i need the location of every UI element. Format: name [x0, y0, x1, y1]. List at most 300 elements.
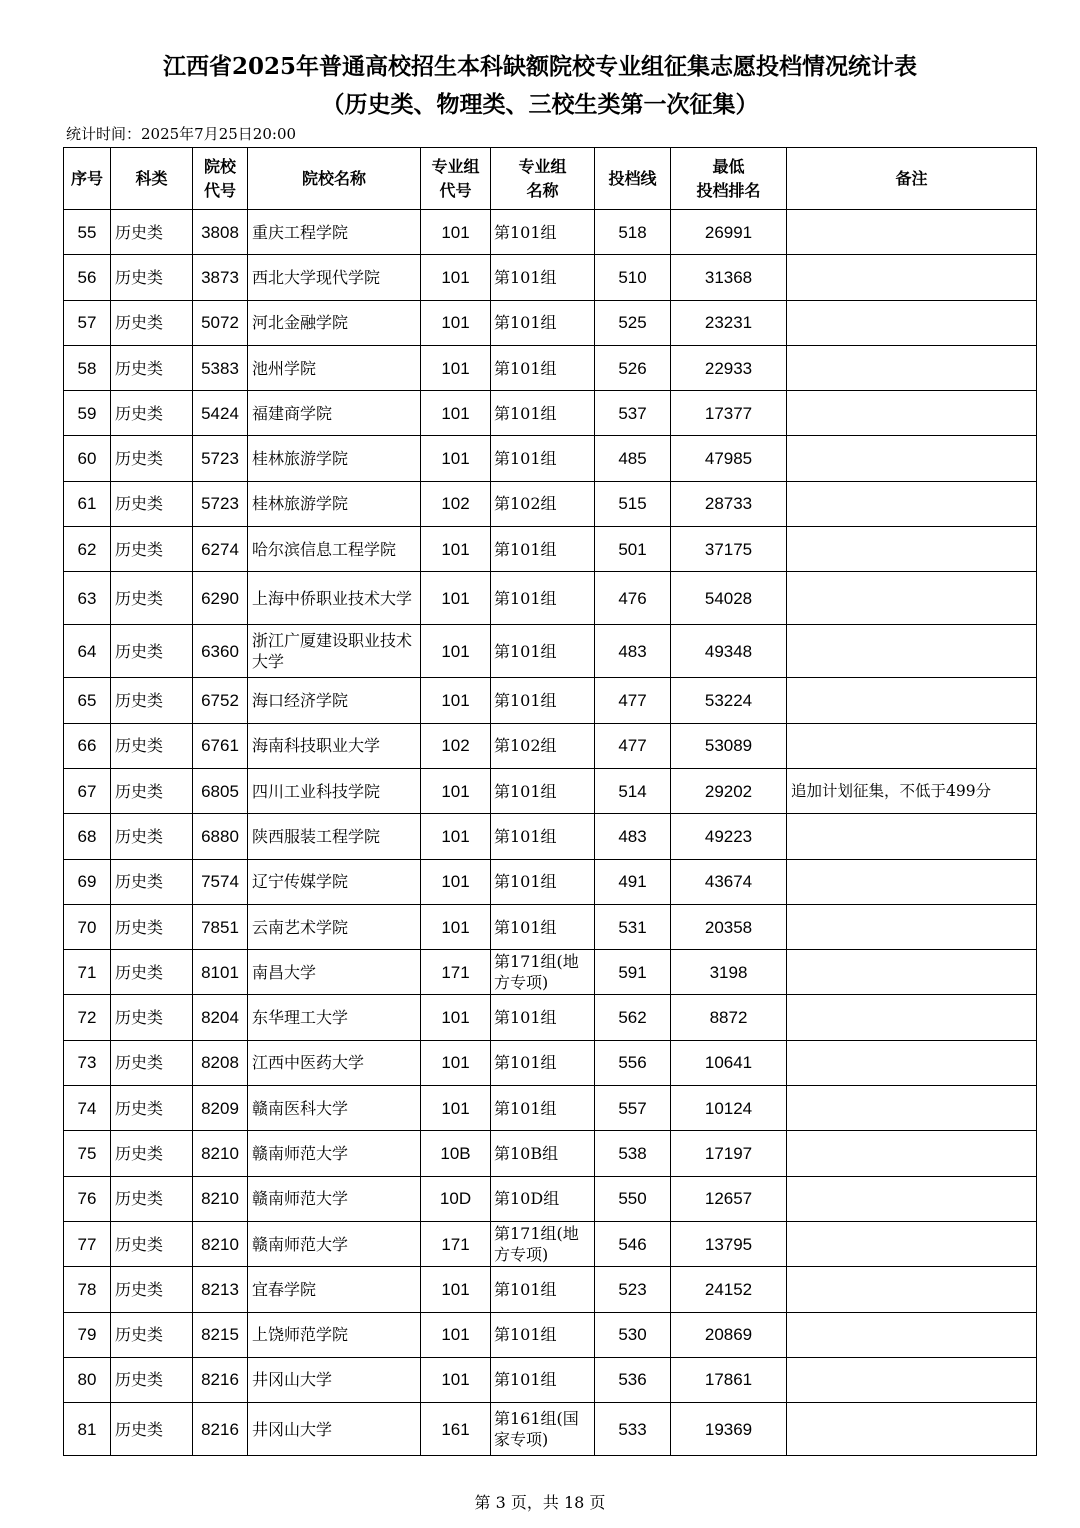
- cell-note: [787, 481, 1037, 526]
- cell-school-code: 8209: [193, 1086, 248, 1131]
- cell-school-name: [248, 436, 421, 481]
- table-row: [64, 391, 1037, 436]
- header-note: 备注: [787, 148, 1037, 210]
- cell-school-code: 3808: [193, 210, 248, 255]
- cell-note: [787, 255, 1037, 300]
- cell-note: [787, 1131, 1037, 1176]
- header-min-rank: 最低 投档排名: [671, 148, 787, 210]
- table-row: [64, 436, 1037, 481]
- cell-school-name: [248, 345, 421, 390]
- cell-school-code: 8101: [193, 950, 248, 995]
- cell-category: 历史类: [111, 678, 193, 723]
- cell-school-code: 6761: [193, 723, 248, 768]
- cell-cutoff: 536: [595, 1357, 671, 1402]
- cell-cutoff: 501: [595, 527, 671, 572]
- header-cutoff: 投档线: [595, 148, 671, 210]
- cell-group-name-text: 第171组(地方专项): [494, 952, 579, 993]
- cell-school-code: 3873: [193, 255, 248, 300]
- cell-cutoff: 476: [595, 572, 671, 625]
- cell-group-code: 171: [421, 950, 491, 995]
- cell-seq: 70: [64, 904, 111, 949]
- header-school-code: 院校 代号: [193, 148, 248, 210]
- cell-school-name-text: 赣南医科大学: [252, 1098, 349, 1118]
- cell-seq: 59: [64, 391, 111, 436]
- cell-school-name: [248, 904, 421, 949]
- cell-note: [787, 391, 1037, 436]
- cell-category: 历史类: [111, 904, 193, 949]
- cell-category: 历史类: [111, 950, 193, 995]
- table-row: [64, 678, 1037, 723]
- cell-school-name-text: 浙江广厦建设职业技术大学: [252, 631, 413, 672]
- cell-cutoff: 546: [595, 1221, 671, 1266]
- cell-school-name: [248, 1403, 421, 1456]
- cell-group-name: [491, 255, 595, 300]
- cell-seq: 76: [64, 1176, 111, 1221]
- table-row: [64, 950, 1037, 995]
- cell-min-rank: 24152: [671, 1267, 787, 1312]
- cell-category: 历史类: [111, 814, 193, 859]
- cell-category: 历史类: [111, 255, 193, 300]
- cell-seq: 78: [64, 1267, 111, 1312]
- cell-group-name-text: 第102组: [494, 494, 557, 514]
- table-row: [64, 904, 1037, 949]
- cell-note: [787, 1403, 1037, 1456]
- cell-cutoff: 515: [595, 481, 671, 526]
- cell-cutoff: 530: [595, 1312, 671, 1357]
- cell-note: [787, 1221, 1037, 1266]
- cell-note: [787, 859, 1037, 904]
- cell-school-name-text: 赣南师范大学: [252, 1143, 349, 1163]
- table-row: [64, 300, 1037, 345]
- cell-school-name-text: 海南科技职业大学: [252, 736, 381, 756]
- cell-group-code: 161: [421, 1403, 491, 1456]
- cell-school-name: [248, 678, 421, 723]
- cell-seq: 68: [64, 814, 111, 859]
- cell-cutoff: 477: [595, 723, 671, 768]
- table-row: [64, 1221, 1037, 1266]
- cell-group-code: 101: [421, 210, 491, 255]
- cell-category: 历史类: [111, 481, 193, 526]
- cell-group-code: 102: [421, 481, 491, 526]
- cell-min-rank: 10641: [671, 1040, 787, 1085]
- cell-school-name: [248, 814, 421, 859]
- cell-seq: 66: [64, 723, 111, 768]
- cell-group-code: 101: [421, 768, 491, 813]
- cell-min-rank: 10124: [671, 1086, 787, 1131]
- page-footer: 第 3 页，共 18 页: [474, 1493, 606, 1512]
- cell-min-rank: 49348: [671, 625, 787, 678]
- cell-cutoff: 537: [595, 391, 671, 436]
- table-row: [64, 210, 1037, 255]
- cell-school-code: 6290: [193, 572, 248, 625]
- cell-seq: 73: [64, 1040, 111, 1085]
- cell-school-code: 6360: [193, 625, 248, 678]
- cell-school-name-text: 赣南师范大学: [252, 1234, 349, 1254]
- cell-group-name-text: 第101组: [494, 1370, 557, 1390]
- cell-group-code: 101: [421, 814, 491, 859]
- cell-note: [787, 1040, 1037, 1085]
- document-subtitle: （历史类、物理类、三校生类第一次征集）: [321, 91, 759, 118]
- cell-school-name-text: 江西中医药大学: [252, 1053, 365, 1073]
- cell-school-name-text: 四川工业科技学院: [252, 781, 381, 801]
- cell-note: [787, 1312, 1037, 1357]
- cell-cutoff: 591: [595, 950, 671, 995]
- cell-seq: 61: [64, 481, 111, 526]
- cell-seq: 74: [64, 1086, 111, 1131]
- cell-note: [787, 1267, 1037, 1312]
- cell-group-name: [491, 300, 595, 345]
- cell-school-name: [248, 625, 421, 678]
- cell-seq: 71: [64, 950, 111, 995]
- table-header-row: [64, 148, 1037, 210]
- cell-note: [787, 210, 1037, 255]
- cell-group-name: [491, 950, 595, 995]
- cell-min-rank: 29202: [671, 768, 787, 813]
- cell-group-name: [491, 527, 595, 572]
- cell-group-name: [491, 436, 595, 481]
- cell-school-name: [248, 391, 421, 436]
- cell-group-name-text: 第171组(地方专项): [494, 1224, 579, 1265]
- cell-group-name-text: 第101组: [494, 588, 557, 608]
- header-seq: 序号: [64, 148, 111, 210]
- table-row: [64, 723, 1037, 768]
- cell-group-name: [491, 625, 595, 678]
- stat-time: 统计时间：2025年7月25日20:00: [66, 125, 297, 143]
- cell-cutoff: 523: [595, 1267, 671, 1312]
- cell-school-name-text: 桂林旅游学院: [252, 494, 349, 514]
- cell-seq: 80: [64, 1357, 111, 1402]
- cell-group-name-text: 第101组: [494, 1008, 557, 1028]
- cell-note: [787, 723, 1037, 768]
- header-school-name: 院校名称: [248, 148, 421, 210]
- table-row: [64, 1267, 1037, 1312]
- cell-seq: 65: [64, 678, 111, 723]
- table-row: [64, 995, 1037, 1040]
- admission-table: [63, 147, 1037, 1456]
- cell-cutoff: 518: [595, 210, 671, 255]
- table-row: [64, 345, 1037, 390]
- cell-cutoff: 485: [595, 436, 671, 481]
- table-row: [64, 768, 1037, 813]
- cell-group-name-text: 第101组: [494, 1053, 557, 1073]
- cell-school-name-text: 赣南师范大学: [252, 1189, 349, 1209]
- cell-school-name-text: 西北大学现代学院: [252, 267, 381, 287]
- cell-cutoff: 556: [595, 1040, 671, 1085]
- cell-school-code: 5383: [193, 345, 248, 390]
- cell-group-name-text: 第102组: [494, 736, 557, 756]
- cell-group-name: [491, 859, 595, 904]
- cell-category: 历史类: [111, 1403, 193, 1456]
- cell-cutoff: 491: [595, 859, 671, 904]
- cell-min-rank: 12657: [671, 1176, 787, 1221]
- cell-seq: 56: [64, 255, 111, 300]
- cell-school-name: [248, 255, 421, 300]
- cell-school-name-text: 哈尔滨信息工程学院: [252, 539, 397, 559]
- table-row: [64, 255, 1037, 300]
- cell-category: 历史类: [111, 1357, 193, 1402]
- cell-school-code: 7851: [193, 904, 248, 949]
- table-body: [64, 210, 1037, 1456]
- cell-seq: 62: [64, 527, 111, 572]
- cell-school-name-text: 池州学院: [252, 358, 317, 378]
- cell-category: 历史类: [111, 391, 193, 436]
- cell-group-name: [491, 210, 595, 255]
- cell-seq: 63: [64, 572, 111, 625]
- cell-min-rank: 47985: [671, 436, 787, 481]
- cell-category: 历史类: [111, 995, 193, 1040]
- table-row: [64, 481, 1037, 526]
- cell-school-name-text: 福建商学院: [252, 403, 333, 423]
- cell-cutoff: 483: [595, 625, 671, 678]
- cell-school-code: 8216: [193, 1403, 248, 1456]
- cell-group-name: [491, 995, 595, 1040]
- cell-school-code: 6274: [193, 527, 248, 572]
- cell-school-name: [248, 210, 421, 255]
- cell-note: [787, 572, 1037, 625]
- cell-group-name: [491, 345, 595, 390]
- cell-group-code: 101: [421, 255, 491, 300]
- cell-category: 历史类: [111, 436, 193, 481]
- cell-school-code: 5723: [193, 436, 248, 481]
- cell-note: [787, 527, 1037, 572]
- cell-school-code: 8208: [193, 1040, 248, 1085]
- cell-note: [787, 1086, 1037, 1131]
- cell-category: 历史类: [111, 572, 193, 625]
- cell-category: 历史类: [111, 768, 193, 813]
- cell-group-code: 101: [421, 1312, 491, 1357]
- cell-school-name: [248, 1312, 421, 1357]
- cell-group-name: [491, 1267, 595, 1312]
- cell-school-code: 7574: [193, 859, 248, 904]
- cell-category: 历史类: [111, 527, 193, 572]
- cell-group-name: [491, 1312, 595, 1357]
- cell-group-name: [491, 678, 595, 723]
- cell-group-name-text: 第101组: [494, 222, 557, 242]
- cell-group-code: 101: [421, 1267, 491, 1312]
- cell-group-name-text: 第101组: [494, 267, 557, 287]
- cell-min-rank: 3198: [671, 950, 787, 995]
- cell-school-name-text: 井冈山大学: [252, 1419, 333, 1439]
- cell-category: 历史类: [111, 300, 193, 345]
- cell-school-name-text: 宜春学院: [252, 1279, 317, 1299]
- cell-min-rank: 17197: [671, 1131, 787, 1176]
- cell-school-name: [248, 527, 421, 572]
- cell-group-name-text: 第10D组: [494, 1189, 560, 1209]
- cell-school-name: [248, 1176, 421, 1221]
- cell-min-rank: 53089: [671, 723, 787, 768]
- header-group-code: 专业组 代号: [421, 148, 491, 210]
- cell-seq: 57: [64, 300, 111, 345]
- cell-group-name-text: 第101组: [494, 641, 557, 661]
- cell-category: 历史类: [111, 1312, 193, 1357]
- cell-group-name-text: 第101组: [494, 313, 557, 333]
- cell-min-rank: 49223: [671, 814, 787, 859]
- cell-cutoff: 477: [595, 678, 671, 723]
- cell-category: 历史类: [111, 1086, 193, 1131]
- table-row: [64, 1403, 1037, 1456]
- cell-group-code: 10D: [421, 1176, 491, 1221]
- cell-school-name-text: 上饶师范学院: [252, 1325, 349, 1345]
- cell-school-name: [248, 1267, 421, 1312]
- cell-school-code: 5072: [193, 300, 248, 345]
- cell-cutoff: 510: [595, 255, 671, 300]
- cell-group-name-text: 第101组: [494, 1098, 557, 1118]
- cell-school-code: 5424: [193, 391, 248, 436]
- cell-group-code: 101: [421, 1040, 491, 1085]
- cell-group-code: 101: [421, 1357, 491, 1402]
- cell-seq: 58: [64, 345, 111, 390]
- cell-seq: 81: [64, 1403, 111, 1456]
- cell-min-rank: 43674: [671, 859, 787, 904]
- cell-group-code: 171: [421, 1221, 491, 1266]
- cell-category: 历史类: [111, 210, 193, 255]
- cell-group-name-text: 第10B组: [494, 1143, 559, 1163]
- cell-group-code: 101: [421, 678, 491, 723]
- cell-school-name-text: 云南艺术学院: [252, 917, 349, 937]
- table-row: [64, 1086, 1037, 1131]
- table-row: [64, 859, 1037, 904]
- cell-group-name-text: 第161组(国家专项): [494, 1409, 579, 1450]
- cell-school-name-text: 南昌大学: [252, 962, 317, 982]
- cell-min-rank: 19369: [671, 1403, 787, 1456]
- cell-category: 历史类: [111, 1040, 193, 1085]
- cell-school-name-text: 海口经济学院: [252, 691, 349, 711]
- cell-school-name: [248, 1357, 421, 1402]
- cell-seq: 77: [64, 1221, 111, 1266]
- cell-cutoff: 483: [595, 814, 671, 859]
- cell-min-rank: 28733: [671, 481, 787, 526]
- cell-school-name: [248, 859, 421, 904]
- header-category: 科类: [111, 148, 193, 210]
- cell-min-rank: 20358: [671, 904, 787, 949]
- cell-group-name-text: 第101组: [494, 917, 557, 937]
- cell-cutoff: 562: [595, 995, 671, 1040]
- table-row: [64, 814, 1037, 859]
- cell-school-name-text: 河北金融学院: [252, 313, 349, 333]
- cell-school-name: [248, 950, 421, 995]
- cell-category: 历史类: [111, 859, 193, 904]
- cell-group-name: [491, 1357, 595, 1402]
- cell-group-name-text: 第101组: [494, 781, 557, 801]
- cell-school-name-text: 上海中侨职业技术大学: [252, 588, 413, 608]
- cell-seq: 69: [64, 859, 111, 904]
- cell-school-code: 6805: [193, 768, 248, 813]
- cell-min-rank: 37175: [671, 527, 787, 572]
- cell-min-rank: 20869: [671, 1312, 787, 1357]
- cell-group-name-text: 第101组: [494, 539, 557, 559]
- cell-school-name: [248, 1131, 421, 1176]
- cell-min-rank: 26991: [671, 210, 787, 255]
- cell-school-code: 8210: [193, 1176, 248, 1221]
- cell-group-code: 101: [421, 345, 491, 390]
- cell-school-name: [248, 1040, 421, 1085]
- cell-group-name: [491, 723, 595, 768]
- cell-school-code: 6880: [193, 814, 248, 859]
- cell-cutoff: 550: [595, 1176, 671, 1221]
- cell-cutoff: 514: [595, 768, 671, 813]
- cell-school-name-text: 辽宁传媒学院: [252, 872, 349, 892]
- cell-school-code: 6752: [193, 678, 248, 723]
- cell-category: 历史类: [111, 1131, 193, 1176]
- table-row: [64, 1357, 1037, 1402]
- cell-group-name-text: 第101组: [494, 1325, 557, 1345]
- cell-school-name: [248, 300, 421, 345]
- cell-school-code: 8216: [193, 1357, 248, 1402]
- table-row: [64, 1040, 1037, 1085]
- document-title: 江西省2025年普通高校招生本科缺额院校专业组征集志愿投档情况统计表: [162, 53, 917, 80]
- cell-group-name: [491, 1131, 595, 1176]
- cell-cutoff: 533: [595, 1403, 671, 1456]
- cell-min-rank: 23231: [671, 300, 787, 345]
- cell-note: [787, 625, 1037, 678]
- cell-note: [787, 345, 1037, 390]
- cell-school-code: 8215: [193, 1312, 248, 1357]
- cell-group-name: [491, 904, 595, 949]
- cell-note: 追加计划征集，不低于499分: [787, 768, 1037, 813]
- cell-category: 历史类: [111, 345, 193, 390]
- cell-seq: 55: [64, 210, 111, 255]
- cell-group-name: [491, 1086, 595, 1131]
- cell-group-name-text: 第101组: [494, 691, 557, 711]
- cell-note: [787, 995, 1037, 1040]
- cell-group-code: 101: [421, 1086, 491, 1131]
- cell-min-rank: 17861: [671, 1357, 787, 1402]
- cell-group-name-text: 第101组: [494, 826, 557, 846]
- cell-school-name: [248, 768, 421, 813]
- cell-note: [787, 1176, 1037, 1221]
- cell-school-code: 8204: [193, 995, 248, 1040]
- cell-school-name: [248, 995, 421, 1040]
- cell-note: [787, 904, 1037, 949]
- cell-school-name: [248, 572, 421, 625]
- cell-school-name-text: 重庆工程学院: [252, 222, 349, 242]
- cell-school-name: [248, 1086, 421, 1131]
- header-group-name: 专业组 名称: [491, 148, 595, 210]
- cell-group-name: [491, 768, 595, 813]
- cell-school-name: [248, 1221, 421, 1266]
- cell-seq: 75: [64, 1131, 111, 1176]
- cell-category: 历史类: [111, 1267, 193, 1312]
- cell-group-name-text: 第101组: [494, 872, 557, 892]
- cell-school-name-text: 桂林旅游学院: [252, 449, 349, 469]
- cell-category: 历史类: [111, 1176, 193, 1221]
- cell-group-name-text: 第101组: [494, 1279, 557, 1299]
- cell-group-name-text: 第101组: [494, 449, 557, 469]
- cell-school-name: [248, 723, 421, 768]
- cell-category: 历史类: [111, 1221, 193, 1266]
- cell-group-code: 101: [421, 391, 491, 436]
- cell-note: [787, 950, 1037, 995]
- cell-category: 历史类: [111, 723, 193, 768]
- cell-cutoff: 538: [595, 1131, 671, 1176]
- cell-group-name: [491, 1403, 595, 1456]
- cell-group-code: 101: [421, 904, 491, 949]
- cell-cutoff: 526: [595, 345, 671, 390]
- cell-min-rank: 13795: [671, 1221, 787, 1266]
- cell-group-name-text: 第101组: [494, 358, 557, 378]
- cell-note: [787, 678, 1037, 723]
- cell-group-code: 101: [421, 300, 491, 345]
- cell-group-name: [491, 1040, 595, 1085]
- table-row: [64, 1176, 1037, 1221]
- cell-school-name-text: 陕西服装工程学院: [252, 826, 381, 846]
- cell-group-name: [491, 1221, 595, 1266]
- cell-group-code: 101: [421, 859, 491, 904]
- table-row: [64, 625, 1037, 678]
- cell-school-code: 8210: [193, 1131, 248, 1176]
- cell-cutoff: 531: [595, 904, 671, 949]
- cell-category: 历史类: [111, 625, 193, 678]
